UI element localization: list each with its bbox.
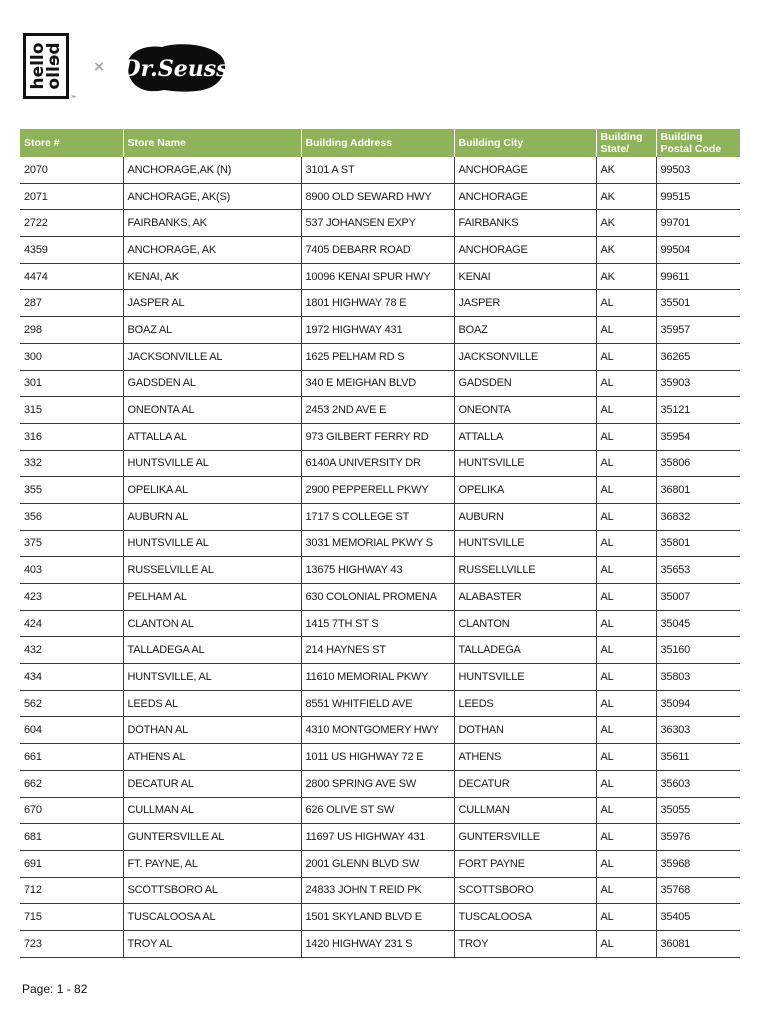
table-cell: FT. PAYNE, AL (123, 850, 301, 877)
table-row (20, 877, 740, 904)
logo-word-hello: hello (28, 42, 48, 90)
table-row (20, 263, 740, 290)
table-body (20, 157, 740, 957)
table-row (20, 850, 740, 877)
table-cell: 10096 KENAI SPUR HWY (301, 263, 454, 290)
table-row (20, 237, 740, 264)
table-cell: 13675 HIGHWAY 43 (301, 557, 454, 584)
table-cell: 36801 (656, 477, 740, 504)
table-cell: LEEDS AL (123, 690, 301, 717)
table-cell: 35903 (656, 370, 740, 397)
table-cell: HUNTSVILLE AL (123, 450, 301, 477)
table-cell: 562 (20, 690, 123, 717)
table-cell: ONEONTA AL (123, 397, 301, 424)
table-cell: 24833 JOHN T REID PK (301, 877, 454, 904)
table-cell: 1801 HIGHWAY 78 E (301, 290, 454, 317)
table-cell: 2800 SPRING AVE SW (301, 770, 454, 797)
table-cell: 35603 (656, 770, 740, 797)
table-cell: AL (596, 850, 656, 877)
table-cell: 973 GILBERT FERRY RD (301, 423, 454, 450)
table-cell: 661 (20, 744, 123, 771)
table-cell: AL (596, 290, 656, 317)
table-cell: 340 E MEIGHAN BLVD (301, 370, 454, 397)
table-cell: ANCHORAGE,AK (N) (123, 157, 301, 183)
table-cell: 8551 WHITFIELD AVE (301, 690, 454, 717)
table-cell: 723 (20, 930, 123, 957)
table-cell: 301 (20, 370, 123, 397)
table-cell: ANCHORAGE, AK (123, 237, 301, 264)
table-cell: 355 (20, 477, 123, 504)
table-cell: JASPER AL (123, 290, 301, 317)
table-cell: HUNTSVILLE (454, 450, 596, 477)
table-cell: 630 COLONIAL PROMENA (301, 584, 454, 611)
table-cell: RUSSELVILLE AL (123, 557, 301, 584)
table-cell: ONEONTA (454, 397, 596, 424)
table-cell: HUNTSVILLE (454, 664, 596, 691)
table-row (20, 397, 740, 424)
table-cell: 604 (20, 717, 123, 744)
table-cell: 626 OLIVE ST SW (301, 797, 454, 824)
table-cell: 35968 (656, 850, 740, 877)
table-cell: 35094 (656, 690, 740, 717)
hello-bello-logo (23, 33, 69, 99)
table-cell: OPELIKA AL (123, 477, 301, 504)
column-header: Building State/ (596, 129, 656, 157)
table-cell: GADSDEN (454, 370, 596, 397)
table-cell: 99504 (656, 237, 740, 264)
table-cell: AL (596, 584, 656, 611)
table-row (20, 930, 740, 957)
table-row (20, 610, 740, 637)
table-row (20, 584, 740, 611)
table-cell: AL (596, 930, 656, 957)
table-cell: 1501 SKYLAND BLVD E (301, 904, 454, 931)
table-cell: 3031 MEMORIAL PKWY S (301, 530, 454, 557)
table-cell: DECATUR (454, 770, 596, 797)
table-cell: TALLADEGA AL (123, 637, 301, 664)
table-cell: GUNTERSVILLE (454, 824, 596, 851)
table-cell: 36832 (656, 503, 740, 530)
table-cell: AL (596, 477, 656, 504)
table-cell: 356 (20, 503, 123, 530)
table-row (20, 530, 740, 557)
table-cell: 2001 GLENN BLVD SW (301, 850, 454, 877)
column-header: Store Name (123, 129, 301, 157)
table-cell: LEEDS (454, 690, 596, 717)
table-cell: AL (596, 797, 656, 824)
table-cell: AL (596, 343, 656, 370)
table-cell: 715 (20, 904, 123, 931)
table-cell: 99701 (656, 210, 740, 237)
table-row (20, 637, 740, 664)
table-cell: AL (596, 717, 656, 744)
table-row (20, 450, 740, 477)
table-cell: HUNTSVILLE AL (123, 530, 301, 557)
table-cell: TUSCALOOSA AL (123, 904, 301, 931)
table-cell: 1972 HIGHWAY 431 (301, 317, 454, 344)
table-row (20, 744, 740, 771)
table-cell: TROY (454, 930, 596, 957)
table-row (20, 797, 740, 824)
logo-word-bello: bello (44, 42, 64, 90)
table-cell: AL (596, 557, 656, 584)
table-cell: AUBURN AL (123, 503, 301, 530)
dr-seuss-logo (120, 40, 230, 96)
cross-separator: × (94, 57, 104, 76)
table-cell: SCOTTSBORO (454, 877, 596, 904)
table-cell: 4474 (20, 263, 123, 290)
table-row (20, 317, 740, 344)
table-cell: ALABASTER (454, 584, 596, 611)
table-cell: 712 (20, 877, 123, 904)
table-row (20, 824, 740, 851)
table-cell: JACKSONVILLE AL (123, 343, 301, 370)
table-cell: 298 (20, 317, 123, 344)
table-cell: 35045 (656, 610, 740, 637)
table-cell: 35653 (656, 557, 740, 584)
table-cell: ATTALLA (454, 423, 596, 450)
table-cell: 1011 US HIGHWAY 72 E (301, 744, 454, 771)
table-cell: 691 (20, 850, 123, 877)
table-cell: 1420 HIGHWAY 231 S (301, 930, 454, 957)
table-cell: AL (596, 397, 656, 424)
table-cell: AL (596, 637, 656, 664)
table-cell: 36303 (656, 717, 740, 744)
table-cell: 423 (20, 584, 123, 611)
table-cell: 99503 (656, 157, 740, 183)
table-row (20, 690, 740, 717)
table-cell: AL (596, 877, 656, 904)
table-cell: 2722 (20, 210, 123, 237)
table-cell: 99515 (656, 183, 740, 210)
table-cell: 35055 (656, 797, 740, 824)
table-cell: AL (596, 610, 656, 637)
table-cell: SCOTTSBORO AL (123, 877, 301, 904)
table-cell: HUNTSVILLE (454, 530, 596, 557)
table-row (20, 557, 740, 584)
table-cell: CLANTON AL (123, 610, 301, 637)
table-cell: 214 HAYNES ST (301, 637, 454, 664)
table-cell: AK (596, 237, 656, 264)
dr-seuss-logo-text: Dr.Seuss (121, 56, 229, 82)
table-cell: BOAZ AL (123, 317, 301, 344)
table-cell: ANCHORAGE, AK(S) (123, 183, 301, 210)
table-cell: 2070 (20, 157, 123, 183)
table-cell: 375 (20, 530, 123, 557)
table-cell: ANCHORAGE (454, 183, 596, 210)
table-cell: 7405 DEBARR ROAD (301, 237, 454, 264)
table-cell: 2453 2ND AVE E (301, 397, 454, 424)
table-row (20, 717, 740, 744)
table-cell: 300 (20, 343, 123, 370)
table-cell: 36081 (656, 930, 740, 957)
table-cell: 35121 (656, 397, 740, 424)
table-cell: ATHENS (454, 744, 596, 771)
column-header: Building City (454, 129, 596, 157)
table-cell: 424 (20, 610, 123, 637)
table-cell: HUNTSVILLE, AL (123, 664, 301, 691)
table-cell: AL (596, 370, 656, 397)
table-cell: KENAI (454, 263, 596, 290)
table-row (20, 503, 740, 530)
table-cell: AL (596, 450, 656, 477)
table-cell: CULLMAN (454, 797, 596, 824)
table-cell: 432 (20, 637, 123, 664)
table-cell: ANCHORAGE (454, 237, 596, 264)
table-row (20, 370, 740, 397)
table-cell: 35611 (656, 744, 740, 771)
table-cell: 35803 (656, 664, 740, 691)
table-cell: 2071 (20, 183, 123, 210)
table-cell: BOAZ (454, 317, 596, 344)
table-cell: 35501 (656, 290, 740, 317)
table-cell: 403 (20, 557, 123, 584)
table-cell: AL (596, 423, 656, 450)
table-cell: 35806 (656, 450, 740, 477)
table-cell: 2900 PEPPERELL PKWY (301, 477, 454, 504)
table-cell: 1625 PELHAM RD S (301, 343, 454, 370)
table-cell: 1415 7TH ST S (301, 610, 454, 637)
store-table (20, 129, 740, 958)
table-cell: TROY AL (123, 930, 301, 957)
table-cell: AK (596, 157, 656, 183)
table-cell: JACKSONVILLE (454, 343, 596, 370)
table-cell: 35160 (656, 637, 740, 664)
table-cell: AL (596, 503, 656, 530)
column-header: Building Address (301, 129, 454, 157)
table-row (20, 343, 740, 370)
table-cell: 35768 (656, 877, 740, 904)
table-cell: DOTHAN (454, 717, 596, 744)
table-cell: CULLMAN AL (123, 797, 301, 824)
table-cell: 11610 MEMORIAL PKWY (301, 664, 454, 691)
table-cell: 35976 (656, 824, 740, 851)
table-cell: 99611 (656, 263, 740, 290)
table-cell: DOTHAN AL (123, 717, 301, 744)
table-cell: 35405 (656, 904, 740, 931)
table-cell: AK (596, 183, 656, 210)
table-cell: 537 JOHANSEN EXPY (301, 210, 454, 237)
table-row (20, 183, 740, 210)
table-cell: 316 (20, 423, 123, 450)
table-cell: GADSDEN AL (123, 370, 301, 397)
table-cell: FORT PAYNE (454, 850, 596, 877)
table-cell: 315 (20, 397, 123, 424)
table-cell: AL (596, 744, 656, 771)
table-cell: JASPER (454, 290, 596, 317)
table-cell: 670 (20, 797, 123, 824)
table-cell: AK (596, 210, 656, 237)
table-cell: AL (596, 690, 656, 717)
table-header-row (20, 129, 740, 157)
table-cell: FAIRBANKS, AK (123, 210, 301, 237)
table-row (20, 157, 740, 183)
table-cell: 35801 (656, 530, 740, 557)
table-cell: AL (596, 530, 656, 557)
table-cell: DECATUR AL (123, 770, 301, 797)
table-cell: CLANTON (454, 610, 596, 637)
table-row (20, 664, 740, 691)
column-header: Building Postal Code (656, 129, 740, 157)
table-cell: 662 (20, 770, 123, 797)
table-cell: 434 (20, 664, 123, 691)
table-cell: 681 (20, 824, 123, 851)
table-cell: FAIRBANKS (454, 210, 596, 237)
table-row (20, 290, 740, 317)
table-cell: 11697 US HIGHWAY 431 (301, 824, 454, 851)
table-cell: 1717 S COLLEGE ST (301, 503, 454, 530)
page-number: Page: 1 - 82 (22, 982, 88, 996)
table-cell: ANCHORAGE (454, 157, 596, 183)
table-cell: AL (596, 824, 656, 851)
column-header: Store # (20, 129, 123, 157)
table-cell: TALLADEGA (454, 637, 596, 664)
table-cell: AL (596, 904, 656, 931)
table-cell: AL (596, 317, 656, 344)
table-cell: 4310 MONTGOMERY HWY (301, 717, 454, 744)
table-cell: AL (596, 664, 656, 691)
table-cell: OPELIKA (454, 477, 596, 504)
table-cell: 6140A UNIVERSITY DR (301, 450, 454, 477)
table-cell: AK (596, 263, 656, 290)
table-cell: 35007 (656, 584, 740, 611)
table-cell: 3101 A ST (301, 157, 454, 183)
table-cell: AL (596, 770, 656, 797)
table-row (20, 904, 740, 931)
table-cell: ATHENS AL (123, 744, 301, 771)
table-cell: 4359 (20, 237, 123, 264)
table-cell: RUSSELLVILLE (454, 557, 596, 584)
table-cell: 332 (20, 450, 123, 477)
table-cell: KENAI, AK (123, 263, 301, 290)
table-cell: AUBURN (454, 503, 596, 530)
table-row (20, 423, 740, 450)
table-row (20, 770, 740, 797)
table-cell: PELHAM AL (123, 584, 301, 611)
table-cell: 35954 (656, 423, 740, 450)
table-cell: 8900 OLD SEWARD HWY (301, 183, 454, 210)
table-row (20, 477, 740, 504)
table-cell: TUSCALOOSA (454, 904, 596, 931)
trademark-mark: ™ (71, 95, 76, 101)
table-cell: 36265 (656, 343, 740, 370)
table-cell: 35957 (656, 317, 740, 344)
table-row (20, 210, 740, 237)
table-cell: GUNTERSVILLE AL (123, 824, 301, 851)
table-cell: ATTALLA AL (123, 423, 301, 450)
table-cell: 287 (20, 290, 123, 317)
